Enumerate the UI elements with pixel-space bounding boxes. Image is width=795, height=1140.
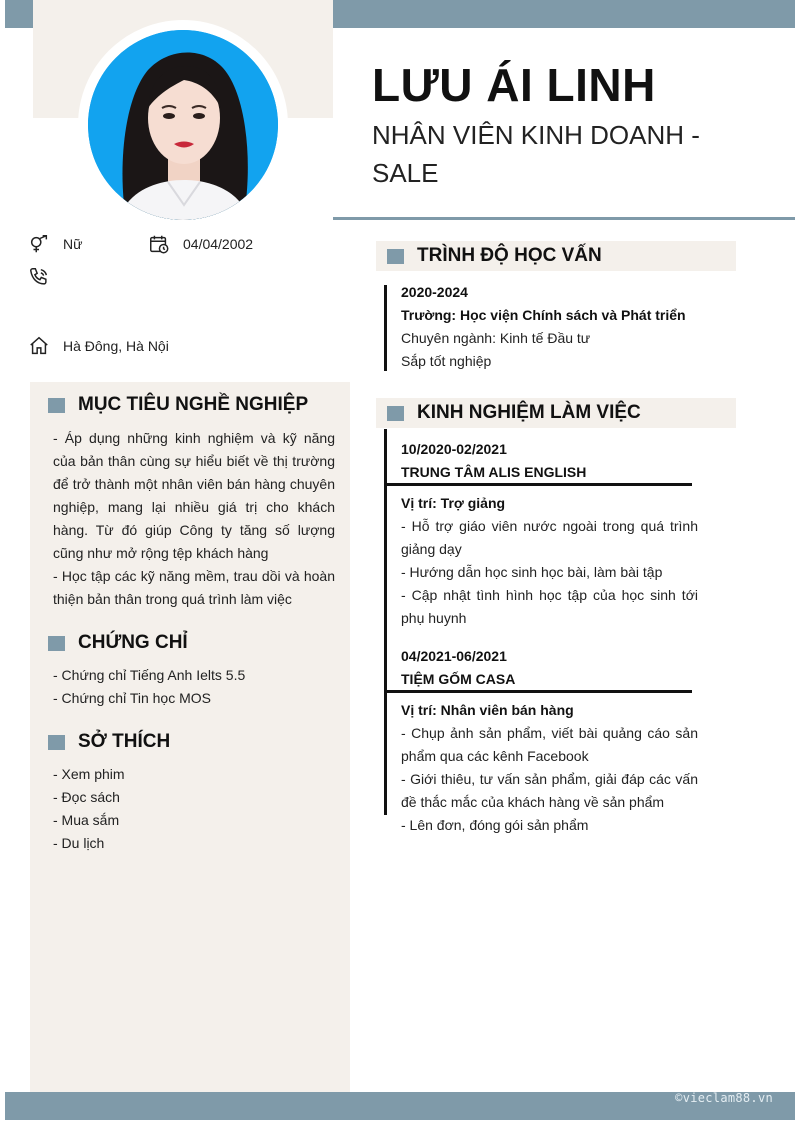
gender-row bbox=[28, 233, 82, 255]
certificates-heading: CHỨNG CHỈ bbox=[48, 632, 188, 654]
hobbies-heading: SỞ THÍCH bbox=[48, 731, 170, 753]
career-goal-paragraph: - Áp dụng những kinh nghiệm và kỹ năng của bản thân cùng sự hiểu biết về thị trường để trở thành một nhân viên bán hàng chuyên nghiệp, mang lại nhiều giá trị cho khách hàng. Từ đó giúp Công ty tăng số lượng cũng như mở rộng tệp khách hàng bbox=[53, 430, 335, 561]
heading-marker bbox=[48, 636, 65, 651]
birthdate-row bbox=[148, 233, 253, 255]
job-duty: - Giới thiêu, tư vấn sản phẩm, giải đáp các vấn đề thắc mắc của khách hàng về sản phẩm bbox=[401, 771, 698, 810]
job-title: NHÂN VIÊN KINH DOANH - SALE bbox=[372, 120, 700, 188]
address-value: Hà Đông, Hà Nội bbox=[63, 338, 169, 354]
job-duty: - Lên đơn, đóng gói sản phẩm bbox=[401, 817, 589, 833]
address-row bbox=[28, 335, 169, 357]
job-position: Vị trí: Trợ giảng bbox=[401, 495, 506, 511]
phone-icon bbox=[28, 266, 50, 288]
heading-marker bbox=[387, 249, 404, 264]
job-duty: - Chụp ảnh sản phẩm, viết bài quảng cáo sản phẩm qua các kênh Facebook bbox=[401, 725, 698, 764]
heading-marker bbox=[48, 398, 65, 413]
job-position: Vị trí: Nhân viên bán hàng bbox=[401, 702, 574, 718]
candidate-name: LƯU ÁI LINH bbox=[372, 59, 656, 111]
job-details bbox=[401, 699, 698, 837]
certificates-list bbox=[53, 664, 335, 710]
home-icon bbox=[28, 335, 50, 357]
birthdate-value: 04/04/2002 bbox=[183, 236, 254, 252]
list-item: - Du lịch bbox=[53, 835, 105, 851]
gender-value: Nữ bbox=[63, 236, 83, 252]
job-divider bbox=[386, 483, 692, 486]
job-duty: - Hướng dẫn học sinh học bài, làm bài tập bbox=[401, 564, 663, 580]
list-item: - Chứng chỉ Tiếng Anh Ielts 5.5 bbox=[53, 667, 246, 683]
list-item: - Mua sắm bbox=[53, 812, 120, 828]
job-header bbox=[401, 645, 698, 691]
education-timeline bbox=[384, 285, 387, 371]
job-details bbox=[401, 492, 698, 630]
job-period: 04/2021-06/2021 bbox=[401, 648, 507, 664]
job-company: TRUNG TÂM ALIS ENGLISH bbox=[401, 464, 587, 480]
calendar-icon bbox=[148, 233, 170, 255]
job-company: TIỆM GỐM CASA bbox=[401, 671, 516, 687]
job-period: 10/2020-02/2021 bbox=[401, 441, 507, 457]
education-period: 2020-2024 bbox=[401, 284, 468, 300]
job-duty: - Hỗ trợ giáo viên nước ngoài trong quá trình giảng dạy bbox=[401, 518, 698, 557]
experience-heading: KINH NGHIỆM LÀM VIỆC bbox=[376, 398, 736, 428]
hobbies-list bbox=[53, 763, 335, 855]
experience-timeline bbox=[384, 429, 387, 815]
education-heading: TRÌNH ĐỘ HỌC VẤN bbox=[376, 241, 736, 271]
education-school: Trường: Học viện Chính sách và Phát triển bbox=[401, 307, 686, 323]
gender-icon bbox=[28, 233, 50, 255]
list-item: - Xem phim bbox=[53, 766, 125, 782]
career-goal-heading: MỤC TIÊU NGHỀ NGHIỆP bbox=[48, 394, 308, 416]
avatar bbox=[88, 30, 278, 220]
career-goal-paragraph: - Học tập các kỹ năng mềm, trau dồi và hoàn thiện bản thân trong quá trình làm việc bbox=[53, 568, 335, 607]
header-divider bbox=[333, 217, 795, 220]
job-header bbox=[401, 438, 698, 484]
list-item: - Chứng chỉ Tin học MOS bbox=[53, 690, 211, 706]
phone-row bbox=[28, 266, 63, 288]
portrait-image bbox=[88, 30, 278, 220]
watermark: ©vieclam88.vn bbox=[675, 1091, 773, 1105]
education-entry bbox=[401, 281, 701, 373]
job-divider bbox=[386, 690, 692, 693]
job-duty: - Cập nhật tình hình học tập của học sinh tới phụ huynh bbox=[401, 587, 698, 626]
education-status: Sắp tốt nghiệp bbox=[401, 353, 492, 369]
education-major: Chuyên ngành: Kinh tế Đầu tư bbox=[401, 330, 591, 346]
career-goal-text bbox=[53, 427, 335, 611]
heading-marker bbox=[48, 735, 65, 750]
list-item: - Đọc sách bbox=[53, 789, 120, 805]
heading-marker bbox=[387, 406, 404, 421]
